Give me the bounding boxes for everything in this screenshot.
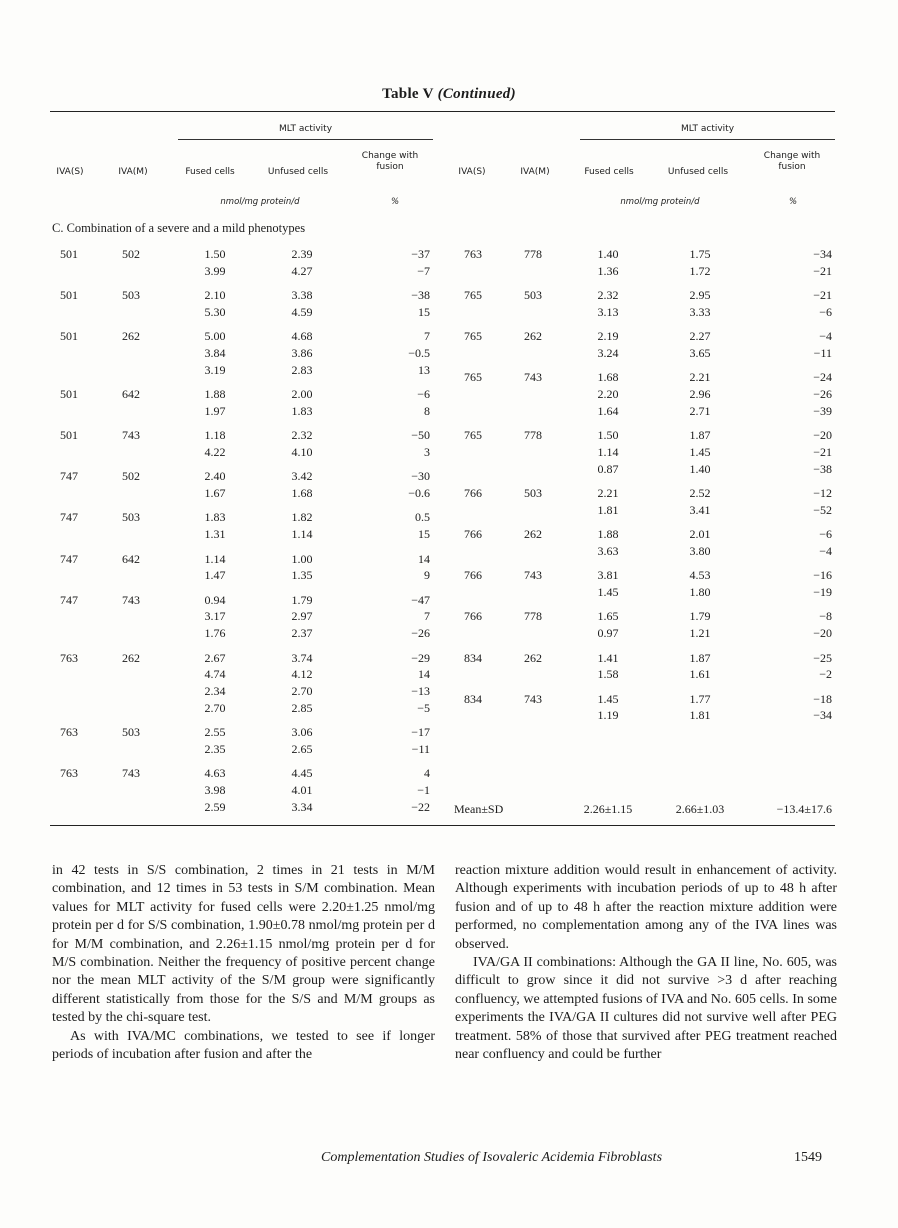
col-unfused-header-left: Unfused cells: [267, 167, 329, 177]
text-column-right: [455, 862, 837, 1064]
table-title-continued: (Continued): [437, 86, 516, 102]
cell-fused: 3.17: [204, 609, 226, 624]
cell-unfused: 2.01: [689, 527, 711, 542]
cell-iva-m: 743: [122, 766, 140, 781]
col-change-header-right: Change with fusion: [763, 151, 821, 172]
cell-change: 14: [418, 551, 430, 566]
cell-change: 15: [418, 527, 430, 542]
paragraph: in 42 tests in S/S combination, 2 times in 21 tests in M/M combination, and 12 times in 53 tests in S/M combination. Mean values for MLT activity for fused cells were 2.20±1.25 nmol/mg protein per d for S/S combination, 1.90±0.78 nmol/mg protein per d for M/M combination, and 2.26±1.15 nmol/mg protein per d for M/S combination. Neither the frequency of positive percent change nor the mean MLT activity of the S/M group were significantly different statistically from those for the S/S and M/M groups as tested by the chi-square test.: [52, 863, 435, 1026]
cell-unfused: 3.38: [291, 288, 313, 303]
cell-unfused: 2.52: [689, 486, 711, 501]
cell-change: −5: [417, 700, 430, 715]
cell-iva-m: 262: [524, 527, 542, 542]
cell-fused: 2.19: [597, 329, 619, 344]
cell-iva-s: 766: [464, 486, 482, 501]
cell-change: −38: [813, 461, 832, 476]
cell-change: −16: [813, 568, 832, 583]
cell-unfused: 1.81: [689, 708, 711, 723]
cell-change: −26: [411, 626, 430, 641]
cell-fused: 5.00: [204, 329, 226, 344]
cell-fused: 1.31: [204, 527, 226, 542]
cell-unfused: 1.77: [689, 691, 711, 706]
cell-change: −19: [813, 585, 832, 600]
cell-iva-s: 501: [60, 428, 78, 443]
cell-change: −39: [813, 403, 832, 418]
cell-change: 0.5: [415, 510, 430, 525]
cell-change: −21: [813, 263, 832, 278]
cell-unfused: 4.45: [291, 766, 313, 781]
cell-unfused: 4.01: [291, 783, 313, 798]
cell-unfused: 3.65: [689, 346, 711, 360]
cell-fused: 1.36: [597, 263, 619, 278]
cell-change: −13: [411, 684, 430, 699]
cell-unfused: 1.83: [291, 403, 313, 418]
cell-iva-s: 501: [60, 387, 78, 402]
cell-change: −11: [411, 742, 430, 756]
running-footer-title: Complementation Studies of Isovaleric Acidemia Fibroblasts: [321, 1150, 663, 1165]
cell-unfused: 1.82: [291, 510, 313, 525]
cell-change: −34: [813, 247, 832, 261]
cell-unfused: 2.71: [689, 403, 711, 418]
col-change-header-left: Change with fusion: [361, 151, 419, 172]
cell-iva-m: 262: [122, 650, 140, 665]
cell-fused: 1.64: [597, 403, 619, 418]
cell-change: 8: [424, 403, 430, 418]
cell-unfused: 1.61: [689, 667, 711, 682]
unit-rate-right: nmol/mg protein/d: [620, 197, 700, 207]
cell-iva-m: 778: [524, 428, 542, 443]
mlt-activity-header-right: MLT activity: [680, 124, 735, 134]
cell-iva-s: 834: [464, 650, 482, 665]
mean-row-fused: 2.26±1.15: [583, 802, 633, 816]
cell-unfused: 2.96: [689, 387, 711, 402]
cell-change: −7: [417, 263, 430, 278]
cell-change: −21: [813, 445, 832, 459]
cell-unfused: 4.68: [291, 329, 313, 344]
cell-fused: 2.34: [204, 684, 226, 699]
cell-iva-s: 765: [464, 329, 482, 344]
cell-unfused: 1.14: [291, 527, 313, 542]
cell-iva-m: 778: [524, 247, 542, 261]
cell-change: −22: [411, 799, 430, 814]
cell-fused: 3.13: [597, 304, 619, 319]
cell-change: −20: [813, 428, 832, 443]
cell-unfused: 1.75: [689, 247, 711, 261]
cell-unfused: 3.41: [689, 502, 711, 517]
mean-row-unfused: 2.66±1.03: [675, 802, 725, 816]
cell-fused: 3.63: [597, 544, 619, 558]
cell-iva-m: 503: [122, 725, 140, 740]
table-title-label: Table V: [382, 86, 434, 102]
page-number: 1549: [794, 1150, 822, 1165]
cell-iva-s: 501: [60, 329, 78, 344]
cell-unfused: 4.27: [291, 263, 313, 278]
cell-iva-s: 747: [60, 510, 78, 525]
cell-unfused: 4.59: [291, 304, 313, 319]
cell-iva-m: 778: [524, 609, 542, 624]
cell-change: −6: [819, 304, 832, 319]
text-column-left: [52, 862, 435, 1064]
col-fused-header-left: Fused cells: [185, 167, 235, 177]
cell-unfused: 1.68: [291, 486, 313, 501]
paragraph: As with IVA/MC combinations, we tested to see if longer periods of incubation after fusion and after the: [52, 1028, 435, 1063]
cell-change: 3: [424, 445, 430, 459]
cell-unfused: 2.97: [291, 609, 313, 624]
cell-iva-s: 765: [464, 428, 482, 443]
cell-iva-m: 642: [122, 387, 140, 402]
col-ivam-header-right: IVA(M): [520, 167, 550, 177]
cell-fused: 0.97: [597, 626, 619, 641]
cell-change: −2: [819, 667, 832, 682]
cell-fused: 1.97: [204, 403, 226, 418]
col-unfused-header-right: Unfused cells: [667, 167, 729, 177]
cell-iva-s: 765: [464, 288, 482, 303]
unit-pct-left: %: [390, 197, 400, 207]
cell-fused: 1.50: [597, 428, 619, 443]
cell-iva-s: 747: [60, 551, 78, 566]
cell-iva-s: 763: [60, 650, 78, 665]
cell-unfused: 3.74: [291, 650, 313, 665]
cell-change: −0.6: [408, 486, 430, 501]
cell-unfused: 2.83: [291, 362, 313, 377]
cell-unfused: 1.72: [689, 263, 711, 278]
cell-fused: 2.55: [204, 725, 226, 740]
cell-fused: 3.24: [597, 346, 619, 360]
cell-iva-m: 743: [122, 428, 140, 443]
cell-change: 7: [424, 329, 430, 344]
cell-unfused: 2.95: [689, 288, 711, 303]
cell-fused: 3.81: [597, 568, 619, 583]
cell-change: −4: [819, 329, 832, 344]
cell-fused: 1.67: [204, 486, 226, 501]
cell-change: 4: [424, 766, 430, 781]
cell-fused: 1.47: [204, 568, 226, 583]
cell-change: −11: [813, 346, 832, 360]
cell-change: −37: [411, 247, 430, 261]
col-ivas-header-left: IVA(S): [56, 167, 84, 177]
cell-change: −25: [813, 650, 832, 665]
cell-fused: 1.45: [597, 691, 619, 706]
cell-change: 13: [418, 362, 430, 377]
unit-rate-left: nmol/mg protein/d: [220, 197, 300, 207]
cell-iva-s: 766: [464, 568, 482, 583]
cell-iva-s: 766: [464, 609, 482, 624]
cell-unfused: 2.39: [291, 247, 313, 261]
cell-iva-s: 834: [464, 691, 482, 706]
cell-fused: 2.59: [204, 799, 226, 814]
cell-fused: 4.22: [204, 445, 226, 459]
cell-fused: 3.19: [204, 362, 226, 377]
cell-unfused: 1.40: [689, 461, 711, 476]
cell-change: 9: [424, 568, 430, 583]
cell-unfused: 1.45: [689, 445, 711, 459]
cell-unfused: 1.79: [291, 592, 313, 607]
cell-change: −17: [411, 725, 430, 740]
cell-change: −29: [411, 650, 430, 665]
cell-iva-m: 743: [122, 592, 140, 607]
cell-unfused: 2.85: [291, 700, 313, 715]
cell-unfused: 3.80: [689, 544, 711, 558]
cell-change: −6: [417, 387, 430, 402]
cell-change: −38: [411, 288, 430, 303]
cell-iva-m: 502: [122, 469, 140, 484]
cell-iva-s: 747: [60, 592, 78, 607]
cell-change: −47: [411, 592, 430, 607]
cell-unfused: 2.00: [291, 387, 313, 402]
cell-change: −8: [819, 609, 832, 624]
cell-change: −24: [813, 370, 832, 385]
cell-unfused: 2.27: [689, 329, 711, 344]
cell-fused: 0.87: [597, 461, 619, 476]
cell-iva-m: 262: [524, 650, 542, 665]
cell-fused: 1.50: [204, 247, 226, 261]
cell-unfused: 4.12: [291, 667, 313, 682]
cell-fused: 2.70: [204, 700, 226, 715]
cell-change: −52: [813, 502, 832, 517]
cell-fused: 2.67: [204, 650, 226, 665]
cell-fused: 4.63: [204, 766, 226, 781]
cell-change: 7: [424, 609, 430, 624]
cell-unfused: 2.70: [291, 684, 313, 699]
mean-row-label: Mean±SD: [454, 802, 504, 816]
header-span-rule-left: [178, 139, 433, 140]
paragraph: IVA/GA II combinations: Although the GA II line, No. 605, was difficult to grow since it did not survive >3 d after reaching confluency, we attempted fusions of IVA and No. 605 cells. In some experiments the IVA/GA II cultures did not survive well after PEG treatment. 58% of those that survived after PEG treatment reached near confluency and could be further: [455, 955, 837, 1063]
cell-change: −4: [819, 544, 832, 558]
cell-unfused: 2.37: [291, 626, 313, 641]
cell-change: −34: [813, 708, 832, 723]
cell-iva-m: 502: [122, 247, 140, 261]
cell-fused: 1.65: [597, 609, 619, 624]
table-top-rule: [50, 111, 835, 112]
cell-iva-m: 503: [122, 510, 140, 525]
cell-iva-m: 503: [524, 288, 542, 303]
cell-fused: 0.94: [204, 592, 226, 607]
cell-iva-m: 503: [122, 288, 140, 303]
cell-change: −18: [813, 691, 832, 706]
cell-unfused: 1.87: [689, 428, 711, 443]
cell-fused: 2.10: [204, 288, 226, 303]
mlt-activity-header-left: MLT activity: [278, 124, 333, 134]
cell-iva-m: 642: [122, 551, 140, 566]
cell-fused: 1.40: [597, 247, 619, 261]
header-span-rule-right: [580, 139, 835, 140]
cell-unfused: 2.65: [291, 742, 313, 756]
cell-fused: 1.68: [597, 370, 619, 385]
cell-change: −30: [411, 469, 430, 484]
cell-fused: 3.84: [204, 346, 226, 360]
cell-fused: 1.45: [597, 585, 619, 600]
cell-unfused: 1.21: [689, 626, 711, 641]
cell-change: −0.5: [408, 346, 430, 360]
cell-iva-m: 743: [524, 568, 542, 583]
cell-fused: 1.88: [204, 387, 226, 402]
cell-unfused: 3.42: [291, 469, 313, 484]
cell-fused: 1.58: [597, 667, 619, 682]
cell-unfused: 4.10: [291, 445, 313, 459]
cell-iva-m: 743: [524, 370, 542, 385]
cell-iva-m: 743: [524, 691, 542, 706]
cell-fused: 2.21: [597, 486, 619, 501]
paragraph: reaction mixture addition would result in enhancement of activity. Although experiments with incubation periods of up to 48 h after fusion and of up to 48 h after the reaction mixture addition were performed, no complementation among any of the IVA lines was observed.: [455, 863, 837, 952]
cell-unfused: 3.06: [291, 725, 313, 740]
mean-row-change: −13.4±17.6: [776, 802, 832, 816]
cell-unfused: 3.33: [689, 304, 711, 319]
table-bottom-rule: [50, 825, 835, 826]
cell-unfused: 1.00: [291, 551, 313, 566]
cell-fused: 2.20: [597, 387, 619, 402]
cell-fused: 1.76: [204, 626, 226, 641]
table-title: [0, 86, 898, 103]
cell-unfused: 1.87: [689, 650, 711, 665]
cell-unfused: 1.80: [689, 585, 711, 600]
cell-change: 14: [418, 667, 430, 682]
cell-iva-m: 503: [524, 486, 542, 501]
cell-unfused: 4.53: [689, 568, 711, 583]
cell-fused: 3.98: [204, 783, 226, 798]
cell-unfused: 3.34: [291, 799, 313, 814]
col-ivas-header-right: IVA(S): [458, 167, 486, 177]
cell-change: −12: [813, 486, 832, 501]
cell-fused: 2.40: [204, 469, 226, 484]
cell-iva-s: 766: [464, 527, 482, 542]
cell-fused: 1.81: [597, 502, 619, 517]
unit-pct-right: %: [788, 197, 798, 207]
cell-unfused: 1.79: [689, 609, 711, 624]
cell-iva-m: 262: [122, 329, 140, 344]
cell-fused: 1.88: [597, 527, 619, 542]
cell-change: −6: [819, 527, 832, 542]
cell-fused: 1.14: [597, 445, 619, 459]
cell-iva-s: 501: [60, 247, 78, 261]
cell-fused: 3.99: [204, 263, 226, 278]
cell-fused: 1.14: [204, 551, 226, 566]
col-fused-header-right: Fused cells: [584, 167, 634, 177]
cell-unfused: 2.32: [291, 428, 313, 443]
cell-iva-s: 747: [60, 469, 78, 484]
section-label: C. Combination of a severe and a mild phenotypes: [52, 221, 306, 235]
cell-fused: 1.83: [204, 510, 226, 525]
cell-fused: 1.19: [597, 708, 619, 723]
cell-fused: 1.41: [597, 650, 619, 665]
cell-change: −26: [813, 387, 832, 402]
cell-change: −21: [813, 288, 832, 303]
cell-iva-s: 765: [464, 370, 482, 385]
cell-fused: 1.18: [204, 428, 226, 443]
cell-fused: 2.32: [597, 288, 619, 303]
cell-change: 15: [418, 304, 430, 319]
cell-fused: 2.35: [204, 742, 226, 756]
cell-iva-m: 262: [524, 329, 542, 344]
cell-fused: 4.74: [204, 667, 226, 682]
cell-iva-s: 501: [60, 288, 78, 303]
cell-unfused: 2.21: [689, 370, 711, 385]
col-ivam-header-left: IVA(M): [118, 167, 148, 177]
cell-unfused: 3.86: [291, 346, 313, 360]
cell-iva-s: 763: [60, 766, 78, 781]
cell-iva-s: 763: [60, 725, 78, 740]
cell-change: −20: [813, 626, 832, 641]
cell-unfused: 1.35: [291, 568, 313, 583]
cell-fused: 5.30: [204, 304, 226, 319]
cell-change: −1: [417, 783, 430, 798]
cell-iva-s: 763: [464, 247, 482, 261]
cell-change: −50: [411, 428, 430, 443]
